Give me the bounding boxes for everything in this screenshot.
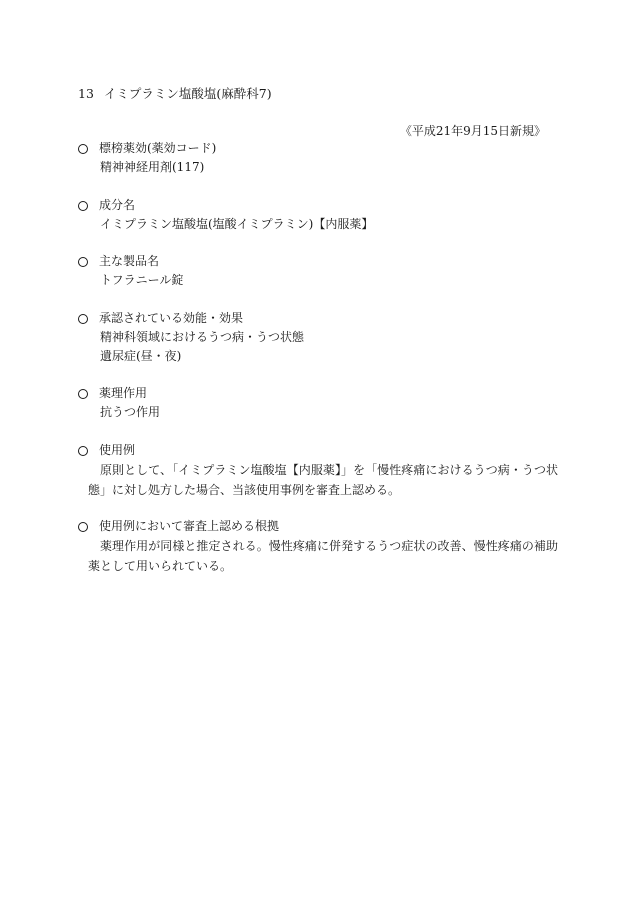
section-line: トフラニール錠 [100,273,184,287]
section-heading: 承認されている効能・効果 [99,311,244,325]
circle-bullet-icon [78,522,88,532]
section-basis [78,517,558,576]
section-heading: 標榜薬効(薬効コード) [99,141,217,155]
section-indications [78,309,558,366]
section-drug-code [78,139,558,177]
title-text: イミプラミン塩酸塩(麻酔科7) [103,86,272,101]
circle-bullet-icon [78,257,88,267]
section-heading: 薬理作用 [99,386,148,400]
document-title [78,84,272,102]
section-pharmacology [78,384,558,422]
circle-bullet-icon [78,446,88,456]
circle-bullet-icon [78,314,88,324]
section-line: 抗うつ作用 [100,405,161,419]
section-line: 精神科領域におけるうつ病・うつ状態 [100,330,305,344]
section-line: 遺尿症(昼・夜) [100,349,182,363]
circle-bullet-icon [78,389,88,399]
section-line: イミプラミン塩酸塩(塩酸イミプラミン)【内服薬】 [100,217,374,231]
section-heading: 主な製品名 [99,254,160,268]
section-paragraph: 原則として、「イミプラミン塩酸塩【内服薬】」を「慢性疼痛におけるうつ病・うつ状態」に対し処方した場合、当該使用事例を審査上認める。 [88,463,558,497]
section-heading: 使用例 [99,443,136,457]
section-line: 精神神経用剤(117) [100,160,205,174]
revision-date: 《平成21年9月15日新規》 [399,124,546,138]
section-paragraph: 薬理作用が同様と推定される。慢性疼痛に併発するうつ症状の改善、慢性疼痛の補助薬として用いられている。 [88,539,558,573]
circle-bullet-icon [78,201,88,211]
section-ingredient [78,196,558,234]
section-products [78,252,558,290]
section-heading: 成分名 [99,198,136,212]
section-heading: 使用例において審査上認める根拠 [99,519,280,533]
circle-bullet-icon [78,144,88,154]
section-usage [78,441,558,500]
item-number: 13 [78,86,94,101]
